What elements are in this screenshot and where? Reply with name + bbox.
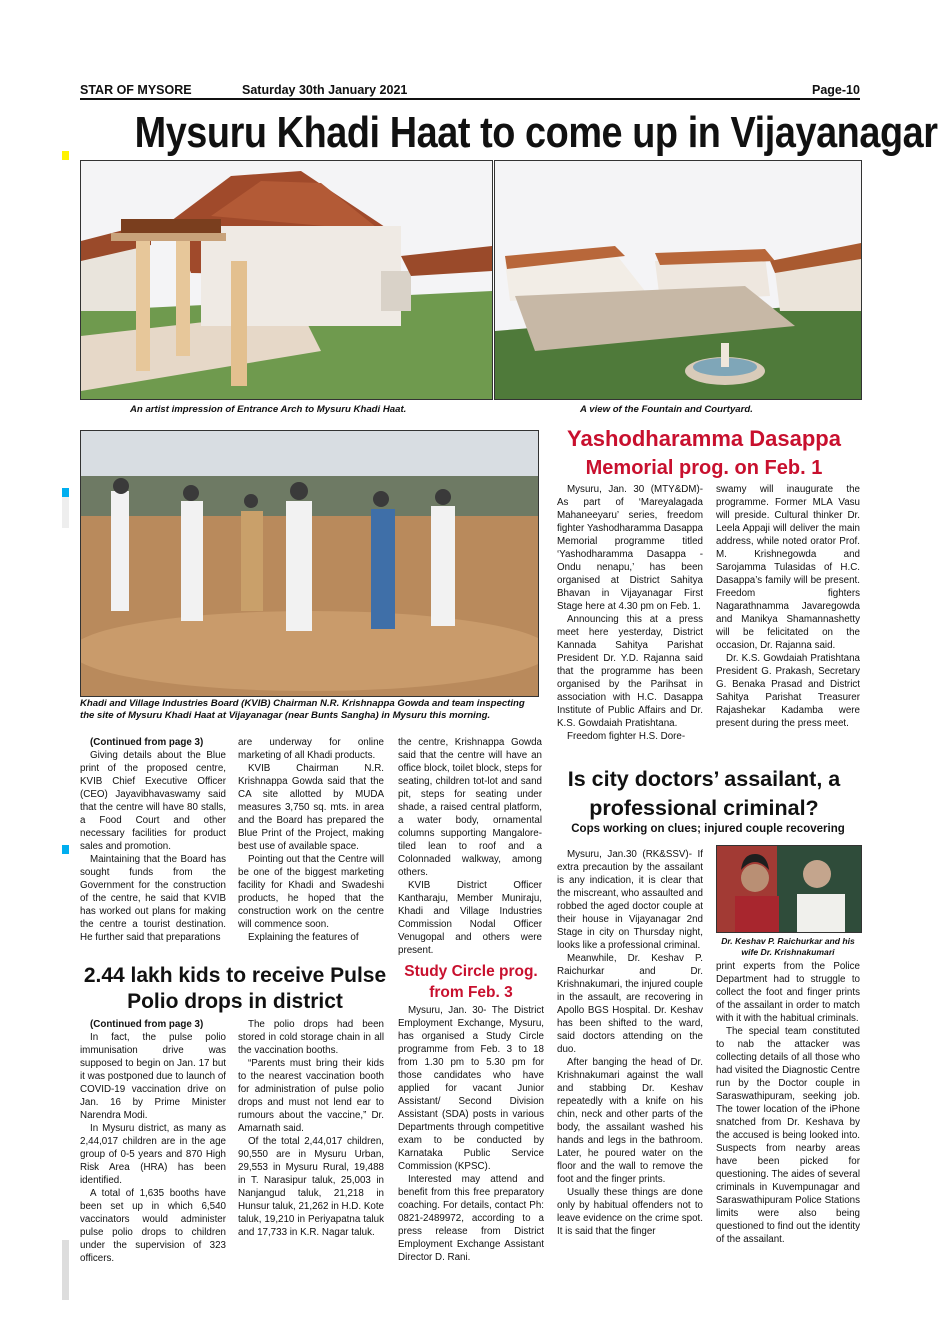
polio-col2-p1: The polio drops had been stored in cold storage chain in all the vaccination booths. [238, 1019, 384, 1056]
entrance-arch-caption: An artist impression of Entrance Arch to Mysuru Khadi Haat. [130, 404, 407, 415]
main-col3-p1: the centre, Krishnappa Gowda said that the centre will have an office block, toilet block, steps for seating, children tot-lot and sand pit, steps for seating under shade, a raised central platform, a water body, ornamental columns supporting Mangalore-tiled lean to roof and a Colonnaded walkway, among others. [398, 737, 542, 878]
assailant-title-1: Is city doctors’ assailant, a [567, 767, 841, 791]
main-col2-p3: Pointing out that the Centre will be one of the biggest marketing facility for Khadi and Swadeshi products, he hoped that the construction work on the centre will commence soon. [238, 854, 384, 930]
main-story-col3 [398, 736, 542, 957]
polio-col2-p2: “Parents must bring their kids to the nearest vaccination booth for administration of pulse polio drops and must not lend ear to rumours about the vaccine,” Dr. Amarnath said. [238, 1058, 384, 1134]
study-circle-title-1: Study Circle prog. [404, 963, 538, 980]
header-rule [80, 98, 860, 100]
yashodharamma-title-2: Memorial prog. on Feb. 1 [585, 457, 823, 479]
yashodharamma-title-1: Yashodharamma Dasappa [567, 426, 841, 451]
main-col1-p2: Giving details about the Blue print of the proposed centre, KVIB Chief Executive Officer (CEO) Jayavibhavaswamy said that the centre will have 80 stalls, a Food Court and other necessary facilities for product sales and promotion. [80, 750, 226, 852]
assailant-col2-p1: print experts from the Police Department had to struggle to collect the foot and finger prints of the assailant in order to match with it with the habitual criminals. [716, 961, 860, 1024]
polio-col1-p1: (Continued from page 3) [90, 1019, 204, 1030]
site-inspection-caption: Khadi and Village Industries Board (KVIB) Chairman N.R. Krishnappa Gowda and team inspecting the site of Mysuru Khadi Haat at Vijayanagar (near Bunts Sangha) in Mysuru this morning. [80, 698, 525, 721]
main-story-col1 [80, 736, 226, 944]
site-inspection-photo [80, 430, 539, 697]
yashodharamma-col1 [557, 483, 703, 743]
yash-col1-p2: Announcing this at a press meet here yesterday, District Kannada Sahitya Parishat President Dr. Y.D. Rajanna said that the programme has been organised by the Parihsat in association with H.C. Dasappa Institute of Public Affairs and Dr. K.S. Gowdaiah Pratishtana. [557, 614, 703, 729]
yash-col2-p1: swamy will inaugurate the programme. Former MLA Vasu will preside. Cultural thinker Dr. Leela Appaji will deliver the main address, while noted orator Prof. M. Krishnegowda and Sarojamma Tulasidas of H.C. Dasappa’s family will be present. Freedom fighters Nagarathnamma Javaregowda and Manikya Shamannashetty will be felicitated on the occasion, Dr. Rajanna said. [716, 484, 860, 651]
main-col2-p4: Explaining the features of [248, 932, 359, 943]
polio-col2-p3: Of the total 2,44,017 children, 90,550 are in Mysuru Urban, 29,553 in Mysuru Rural, 19,488 in T. Narasipur taluk, 25,003 in Nanjangud taluk, 21,218 in Hunsur taluk, 21,262 in H.D. Kote taluk, 19,210 in Periyapatna taluk and 17,733 in K.R. Nagar taluk. [238, 1136, 384, 1238]
study-circle-title-2: from Feb. 3 [429, 984, 513, 1001]
assailant-subtitle: Cops working on clues; injured couple recovering [571, 823, 845, 835]
polio-col1 [80, 1018, 226, 1265]
polio-col1-p3: In Mysuru district, as many as 2,44,017 children are in the age group of 0-5 years and 870 High Risk Area (HRA) has been identified. [80, 1123, 226, 1186]
polio-col2 [238, 1018, 384, 1239]
masthead-name: STAR OF MYSORE [80, 83, 192, 97]
entrance-arch-image [80, 160, 493, 400]
study-circle-col [398, 1004, 544, 1264]
fountain-courtyard-image [494, 160, 862, 400]
assailant-col2 [716, 960, 860, 1246]
main-story-col2 [238, 736, 384, 944]
main-headline: Mysuru Khadi Haat to come up in Vijayanagar [134, 108, 938, 157]
assailant-col1-p3: After banging the head of Dr. Krishnakumari against the wall and stabbing Dr. Keshav repeatedly with a knife on his chin, neck and other parts of the body, the assailant washed his hands and legs in the bathroom. Later, he poured water on the floor and the wall to remove the foot and the finger prints. [557, 1057, 703, 1185]
assailant-title-2: professional criminal? [589, 796, 819, 820]
study-circle-p1: Mysuru, Jan. 30- The District Employment Exchange, Mysuru, has organised a Study Circle programme from Feb. 3 to 18 from 1.30 pm to 5.30 pm for those candidates who have applied for vacant Junior Assistant/ Second Division Assistant (SDA) posts in various Departments through competitive exam to be conducted by Karnataka Public Service Commission (KPSC). [398, 1005, 544, 1172]
main-col2-p2: KVIB Chairman N.R. Krishnappa Gowda said that the CA site allotted by MUDA measures 3,750 sq. mts. in area and the Board has prepared the Blue Print of the Project, making best use of available space. [238, 763, 384, 852]
main-col1-p1: (Continued from page 3) [90, 737, 204, 748]
yash-col2-p2: Dr. K.S. Gowdaiah Pratishtana President G. Prakash, Secretary G. Benaka Prasad and District Sahitya Parishat Treasurer Rajashekar Kadamba were present during the press meet. [716, 653, 860, 729]
polio-col1-p4: A total of 1,635 booths have been set up in which 6,540 vaccinators would administer pulse polio drops to children under the supervision of 323 officers. [80, 1188, 226, 1264]
study-circle-p2: Interested may attend and benefit from this free preparatory coaching. For details, contact Ph: 0821-2489972, according to a press release from District Employment Exchange Assistant Director D. Rani. [398, 1174, 544, 1263]
assailant-col1-p4: Usually these things are done only by habitual offenders not to leave evidence on the crime spot. It is said that the finger [557, 1187, 703, 1237]
yash-col1-p1: Mysuru, Jan. 30 (MTY&DM)- As part of ‘Mareyalagada Mahaneeyaru’ series, freedom fighter Yashodharamma Dasappa Memorial programme titled ‘Yashodharamma Dasappa - Ondu nenapu,’ has been organised at District Sahitya Bhavan in Vijayanagar First Stage here at 4.30 pm on Feb. 1. [557, 484, 703, 612]
issue-date: Saturday 30th January 2021 [242, 83, 408, 97]
assailant-col1-p1: Mysuru, Jan.30 (RK&SSV)- If extra precaution by the assailant is any indication, it is clear that the miscreant, who assaulted and robbed the aged doctor couple at their house in Vijayanagar 2nd Stage in city on Thursday night, looks like a professional criminal. [557, 849, 703, 951]
assailant-col2-p2: The special team constituted to nab the attacker was collecting details of all those who had visited the Diagnostic Centre run by the Doctor couple in Saraswathipuram, seeking job. The tower location of the iPhone snatched from Dr. Keshava by the accused is being looked into. Suspects from nearby areas have been picked for questioning. The aides of several criminals in Kuvempunagar and Saraswathipuram Police Stations limits were also being questioned to find out the identity of the assailant. [716, 1026, 860, 1245]
yash-col1-p3: Freedom fighter H.S. Dore- [567, 731, 686, 742]
assailant-col1 [557, 848, 703, 1238]
doctor-couple-photo [716, 845, 862, 933]
main-col3-p2: KVIB District Officer Kantharaju, Member Muniraju, Khadi and Village Industries Commission Nodal Officer Venugopal and others were present. [398, 880, 542, 956]
doctor-couple-caption: Dr. Keshav P. Raichurkar and his wife Dr. Krishnakumari [721, 936, 855, 957]
fountain-caption: A view of the Fountain and Courtyard. [580, 404, 753, 415]
polio-title-1: 2.44 lakh kids to receive Pulse [83, 964, 387, 987]
page-number: Page-10 [812, 83, 860, 97]
yashodharamma-col2 [716, 483, 860, 730]
main-col1-p3: Maintaining that the Board has sought funds from the Government for the construction of the centre, he said that KVIB has worked out plans for making the centre a tourist destination. He further said that preparations [80, 854, 226, 943]
main-col2-p1: are underway for online marketing of all Khadi products. [238, 737, 384, 761]
assailant-col1-p2: Meanwhile, Dr. Keshav P. Raichurkar and Dr. Krishnakumari, the injured couple in the assault, are recovering in Apollo BGS Hospital. Dr. Keshav has been shifted to the ward, said doctors attending on the duo. [557, 953, 703, 1055]
polio-col1-p2: In fact, the pulse polio immunisation drive was supposed to begin on Jan. 17 but it was postponed due to launch of COVID-19 vaccination drive on Jan. 16 by Prime Minister Narendra Modi. [80, 1032, 226, 1121]
polio-title-2: Polio drops in district [127, 990, 343, 1013]
